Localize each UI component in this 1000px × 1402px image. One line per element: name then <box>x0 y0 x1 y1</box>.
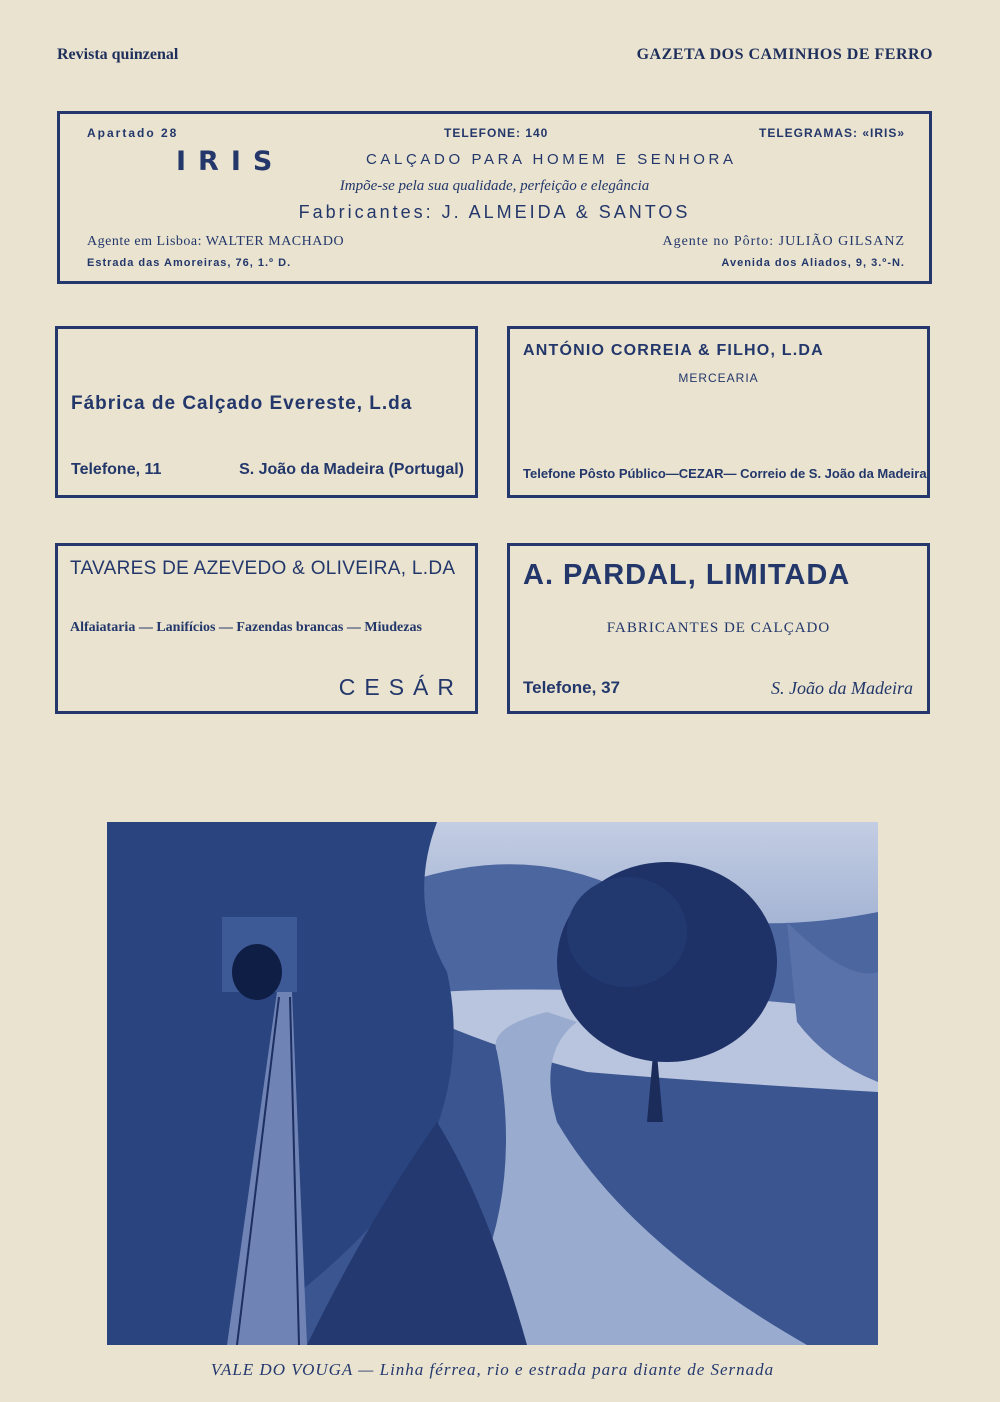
tavares-items: Alfaiataria — Lanifícios — Fazendas brancas — Miudezas <box>70 620 422 635</box>
everest-phone: Telefone, 11 <box>71 461 162 478</box>
pardal-type: FABRICANTES DE CALÇADO <box>606 620 831 636</box>
tavares-name: TAVARES DE AZEVEDO & OLIVEIRA, L.DA <box>70 558 456 579</box>
everest-place: S. João da Madeira (Portugal) <box>239 461 464 478</box>
everest-advert <box>55 326 478 498</box>
journal-subtitle: Revista quinzenal <box>57 46 179 63</box>
iris-apartado: Apartado 28 <box>87 126 179 140</box>
correia-advert <box>507 326 930 498</box>
correia-type: MERCEARIA <box>678 371 759 385</box>
everest-name: Fábrica de Calçado Evereste, L.da <box>71 393 413 414</box>
iris-telegramas: TELEGRAMAS: «IRIS» <box>758 126 905 140</box>
correia-contact: Telefone Pôsto Público—CEZAR— Correio de S. João da Madeira <box>523 466 927 481</box>
tavares-advert <box>55 543 478 714</box>
photo-caption: VALE DO VOUGA — Linha férrea, rio e estrada para diante de Sernada <box>210 1360 775 1379</box>
vale-do-vouga-photo <box>107 822 878 1345</box>
pardal-name: A. PARDAL, LIMITADA <box>523 559 851 591</box>
iris-tagline: CALÇADO PARA HOMEM E SENHORA <box>366 151 737 168</box>
tavares-brand: CESÁR <box>338 674 463 700</box>
iris-slogan: Impõe-se pela sua qualidade, perfeição e elegância <box>339 178 650 194</box>
correia-name: ANTÓNIO CORREIA & FILHO, L.DA <box>523 342 824 359</box>
iris-telefone: TELEFONE: 140 <box>444 126 549 140</box>
iris-fabricantes: Fabricantes: J. ALMEIDA & SANTOS <box>298 202 691 222</box>
pardal-phone: Telefone, 37 <box>523 678 620 697</box>
iris-brand: IRIS <box>176 146 285 177</box>
iris-agent-porto: Agente no Pôrto: JULIÃO GILSANZ <box>662 234 905 249</box>
pardal-advert <box>507 543 930 714</box>
iris-agent-lisboa: Agente em Lisboa: WALTER MACHADO <box>87 234 345 249</box>
iris-advert <box>57 111 932 284</box>
pardal-place: S. João da Madeira <box>771 678 913 698</box>
iris-address-porto: Avenida dos Aliados, 9, 3.º-N. <box>721 257 905 269</box>
journal-title: GAZETA DOS CAMINHOS DE FERRO <box>636 46 933 63</box>
iris-address-lisboa: Estrada das Amoreiras, 76, 1.º D. <box>87 257 292 269</box>
